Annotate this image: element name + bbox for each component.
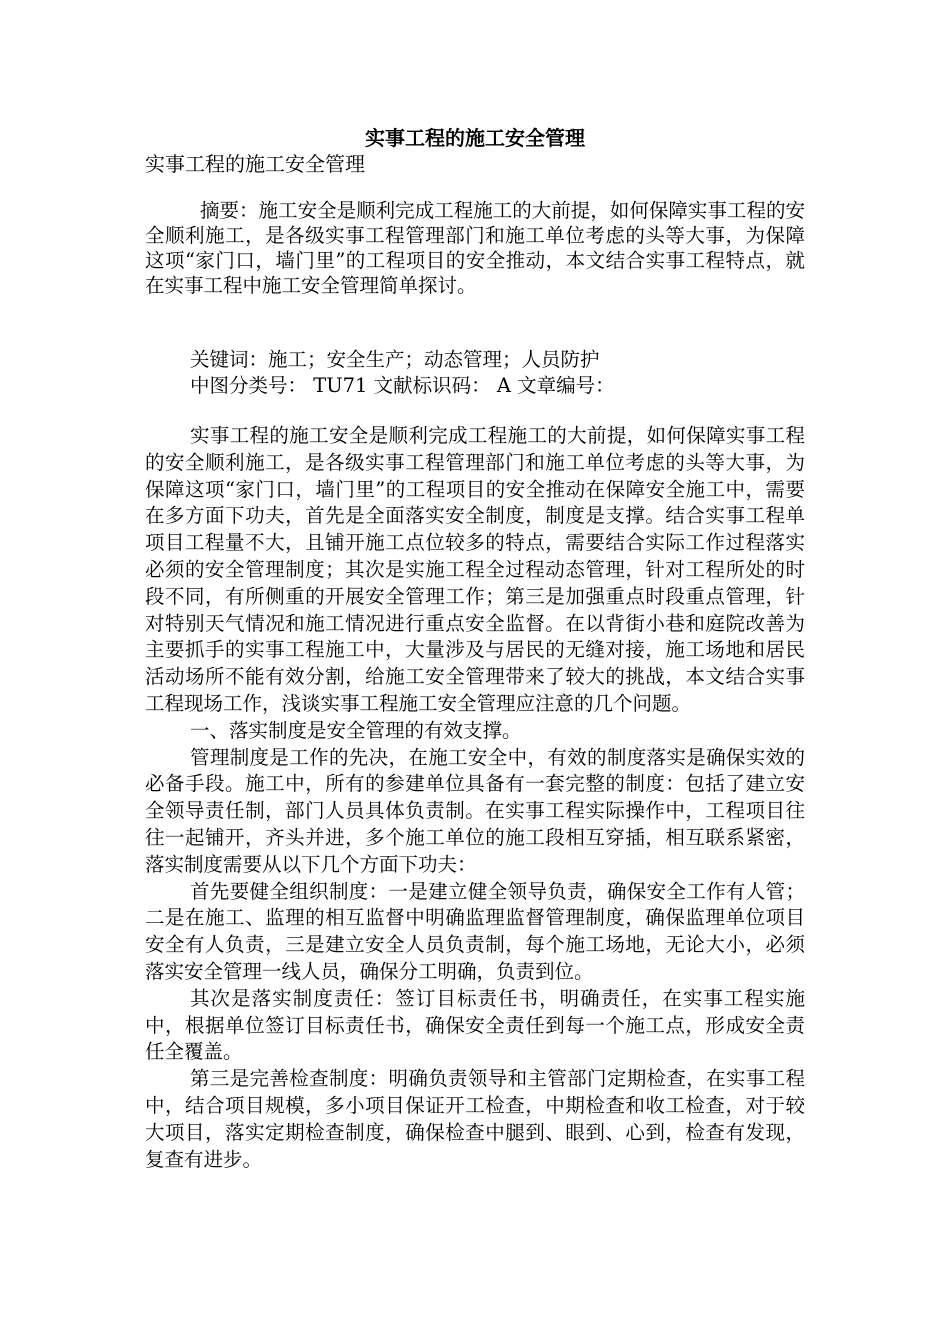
abstract-paragraph: 摘要：施工安全是顺利完成工程施工的大前提，如何保障实事工程的安全顺利施工，是各级实事工程管理部门和施工单位考虑的头等大事，为保障这项“家门口，墙门里”的工程项目的安全推动，本文结合实事工程特点，就在实事工程中施工安全管理简单探讨。 (145, 199, 805, 297)
body-paragraph-intro: 实事工程的施工安全是顺利完成工程施工的大前提，如何保障实事工程的安全顺利施工，是各级实事工程管理部门和施工单位考虑的头等大事，为保障这项“家门口，墙门里”的工程项目的安全推动在保障安全施工中，需要在多方面下功夫，首先是全面落实安全制度，制度是支撑。结合实事工程单项目工程量不大，且铺开施工点位较多的特点，需要结合实际工作过程落实必须的安全管理制度；其次是实施工程全过程动态管理，针对工程所处的时段不同，有所侧重的开展安全管理工作；第三是加强重点时段重点管理，针对特别天气情况和施工情况进行重点安全监督。在以背街小巷和庭院改善为主要抓手的实事工程施工中，大量涉及与居民的无缝对接，施工场地和居民活动场所不能有效分割，给施工安全管理带来了较大的挑战，本文结合实事工程现场工作，浅谈实事工程施工安全管理应注意的几个问题。 (145, 424, 805, 715)
section-heading-1: 一、落实制度是安全管理的有效支撑。 (190, 718, 522, 742)
keywords-line: 关键词：施工；安全生产；动态管理；人员防护 (190, 348, 600, 371)
classification-line: 中图分类号： TU71 文献标识码： A 文章编号： (190, 374, 615, 397)
body-paragraph: 第三是完善检查制度：明确负责领导和主管部门定期检查，在实事工程中，结合项目规模，多小项目保证开工检查，中期检查和收工检查，对于较大项目，落实定期检查制度，确保检查中腿到、眼到、心到，检查有发现，复查有进步。 (145, 1067, 805, 1171)
body-text (145, 423, 805, 1173)
body-paragraph: 其次是落实制度责任：签订目标责任书，明确责任，在实事工程实施中，根据单位签订目标责任书，确保安全责任到每一个施工点，形成安全责任全覆盖。 (145, 986, 805, 1064)
body-paragraph: 首先要健全组织制度：一是建立健全领导负责，确保安全工作有人管；二是在施工、监理的相互监督中明确监理监督管理制度，确保监理单位项目安全有人负责，三是建立安全人员负责制，每个施工场地，无论大小，必须落实安全管理一线人员，确保分工明确，负责到位。 (145, 879, 805, 983)
document-title: 实事工程的施工安全管理 (365, 126, 585, 150)
body-paragraph: 管理制度是工作的先决，在施工安全中，有效的制度落实是确保实效的必备手段。施工中，所有的参建单位具备有一套完整的制度：包括了建立安全领导责任制，部门人员具体负责制。在实事工程实际操作中，工程项目往往一起铺开，齐头并进，多个施工单位的施工段相互穿插，相互联系紧密，落实制度需要从以下几个方面下功夫： (145, 745, 805, 876)
document-subtitle: 实事工程的施工安全管理 (145, 152, 365, 176)
